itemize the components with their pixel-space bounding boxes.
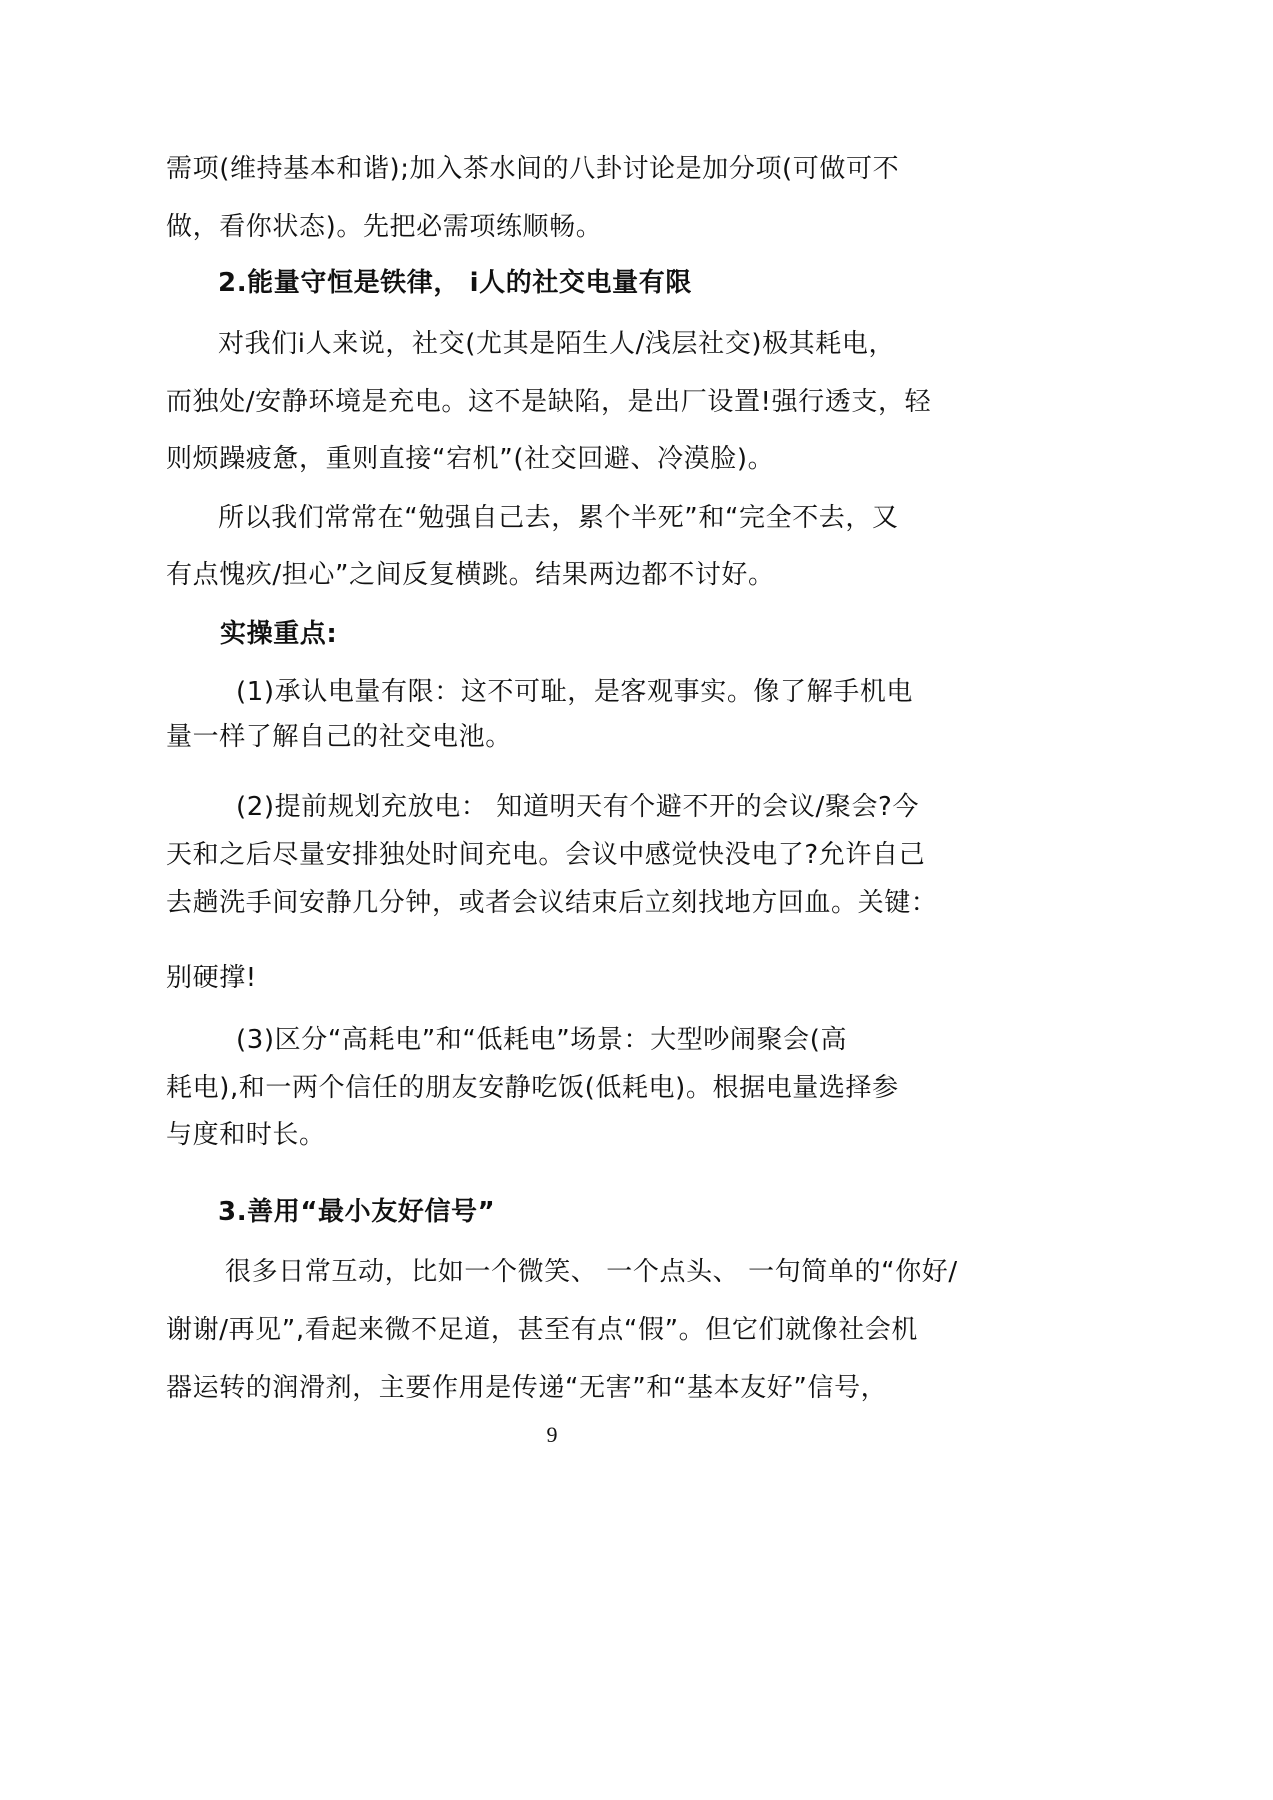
paragraph-line: 所以我们常常在“勉强自己去，累个半死”和“完全不去，又: [218, 503, 899, 533]
page-number: 9: [546, 1422, 558, 1447]
paragraph-line: 很多日常互动，比如一个微笑、 一个点头、 一句简单的“你好/: [225, 1257, 958, 1287]
section-heading: 3.善用“最小友好信号”: [218, 1197, 496, 1227]
paragraph-line: 则烦躁疲惫，重则直接“宕机”(社交回避、冷漠脸)。: [166, 444, 775, 474]
subheading: 实操重点:: [220, 619, 338, 649]
list-item-line: 与度和时长。: [166, 1120, 326, 1150]
list-item-line: (3)区分“高耗电”和“低耗电”场景：大型吵闹聚会(高: [236, 1025, 848, 1055]
list-item-line: (1)承认电量有限：这不可耻，是客观事实。像了解手机电: [236, 677, 914, 707]
list-item-line: (2)提前规划充放电： 知道明天有个避不开的会议/聚会?今: [236, 792, 920, 822]
list-item-line: 耗电),和一两个信任的朋友安静吃饭(低耗电)。根据电量选择参: [166, 1073, 899, 1103]
list-item-line: 天和之后尽量安排独处时间充电。会议中感觉快没电了?允许自己: [166, 840, 926, 870]
section-heading: 2.能量守恒是铁律， i人的社交电量有限: [218, 268, 692, 298]
paragraph-line: 对我们i人来说，社交(尤其是陌生人/浅层社交)极其耗电，: [218, 329, 896, 359]
paragraph-line: 需项(维持基本和谐);加入茶水间的八卦讨论是加分项(可做可不: [166, 154, 900, 184]
paragraph-line: 器运转的润滑剂，主要作用是传递“无害”和“基本友好”信号，: [166, 1373, 888, 1403]
paragraph-line: 谢谢/再见”,看起来微不足道，甚至有点“假”。但它们就像社会机: [166, 1315, 919, 1345]
list-item-line: 去趟洗手间安静几分钟，或者会议结束后立刻找地方回血。关键：: [166, 888, 938, 918]
paragraph-line: 而独处/安静环境是充电。这不是缺陷，是出厂设置!强行透支，轻: [166, 387, 932, 417]
paragraph-line: 做，看你状态)。先把必需项练顺畅。: [166, 212, 603, 242]
paragraph-line: 有点愧疚/担心”之间反复横跳。结果两边都不讨好。: [166, 560, 775, 590]
list-item-line: 量一样了解自己的社交电池。: [166, 722, 512, 752]
list-item-line: 别硬撑!: [166, 963, 257, 993]
